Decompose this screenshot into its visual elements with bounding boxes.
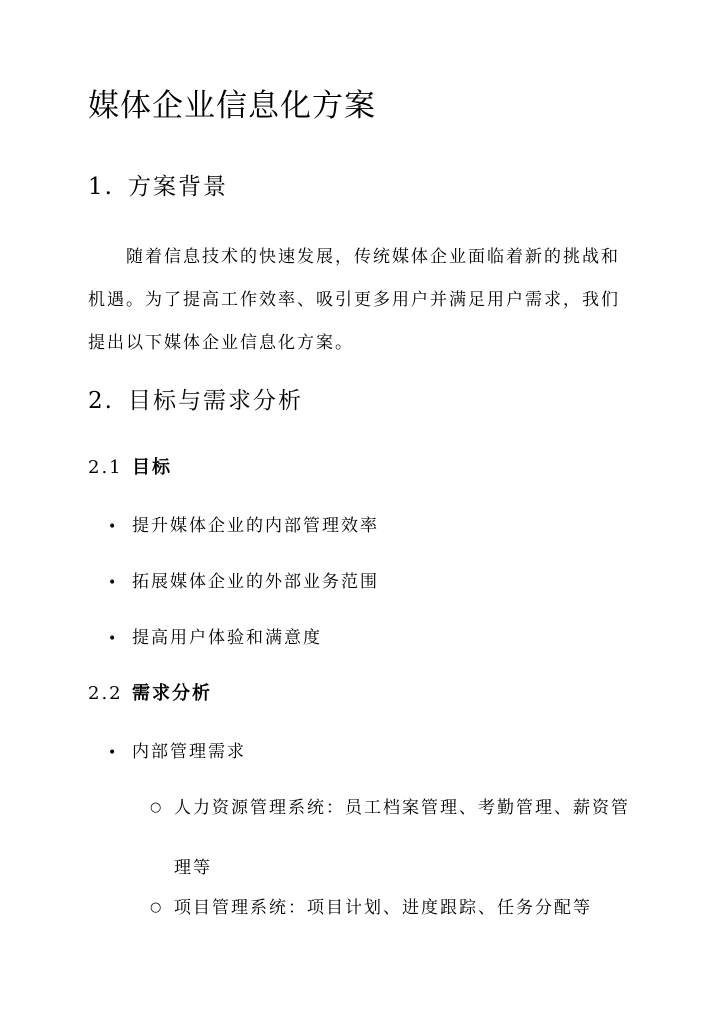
bullet-icon: •	[108, 519, 119, 535]
section-heading-goals-analysis	[88, 386, 303, 416]
subsection-heading-goals	[88, 456, 172, 480]
subsection-number: 2.1	[88, 457, 123, 478]
subsection-heading-requirements	[88, 682, 212, 706]
list-item	[108, 626, 322, 651]
sub-list-item	[150, 878, 640, 938]
list-item-text: 内部管理需求	[132, 742, 246, 762]
list-item	[108, 740, 246, 765]
subsection-title: 需求分析	[132, 683, 212, 704]
list-item	[108, 514, 379, 539]
sub-list-item-text: 人力资源管理系统：员工档案管理、考勤管理、薪资管理等	[174, 798, 630, 878]
subsection-number: 2.2	[88, 683, 123, 704]
hollow-circle-bullet-icon: ○	[150, 900, 164, 915]
document-title: 媒体企业信息化方案	[88, 88, 376, 124]
section-number: 1.	[88, 174, 114, 200]
hollow-circle-bullet-icon: ○	[150, 800, 164, 815]
sub-list-item-text: 项目管理系统：项目计划、进度跟踪、任务分配等	[174, 898, 592, 918]
list-item-text: 提升媒体企业的内部管理效率	[132, 516, 379, 536]
list-item-text: 提高用户体验和满意度	[132, 628, 322, 648]
list-item	[108, 570, 379, 595]
bullet-icon: •	[108, 575, 119, 591]
list-item-text: 拓展媒体企业的外部业务范围	[132, 572, 379, 592]
section-heading-background	[88, 172, 228, 202]
bullet-icon: •	[108, 745, 119, 761]
bullet-icon: •	[108, 631, 119, 647]
section-title: 方案背景	[128, 174, 228, 200]
section-number: 2.	[88, 388, 114, 414]
background-paragraph: 随着信息技术的快速发展，传统媒体企业面临着新的挑战和机遇。为了提高工作效率、吸引更多用户并满足用户需求，我们提出以下媒体企业信息化方案。	[88, 247, 620, 353]
section-title: 目标与需求分析	[128, 388, 303, 414]
subsection-title: 目标	[132, 457, 172, 478]
